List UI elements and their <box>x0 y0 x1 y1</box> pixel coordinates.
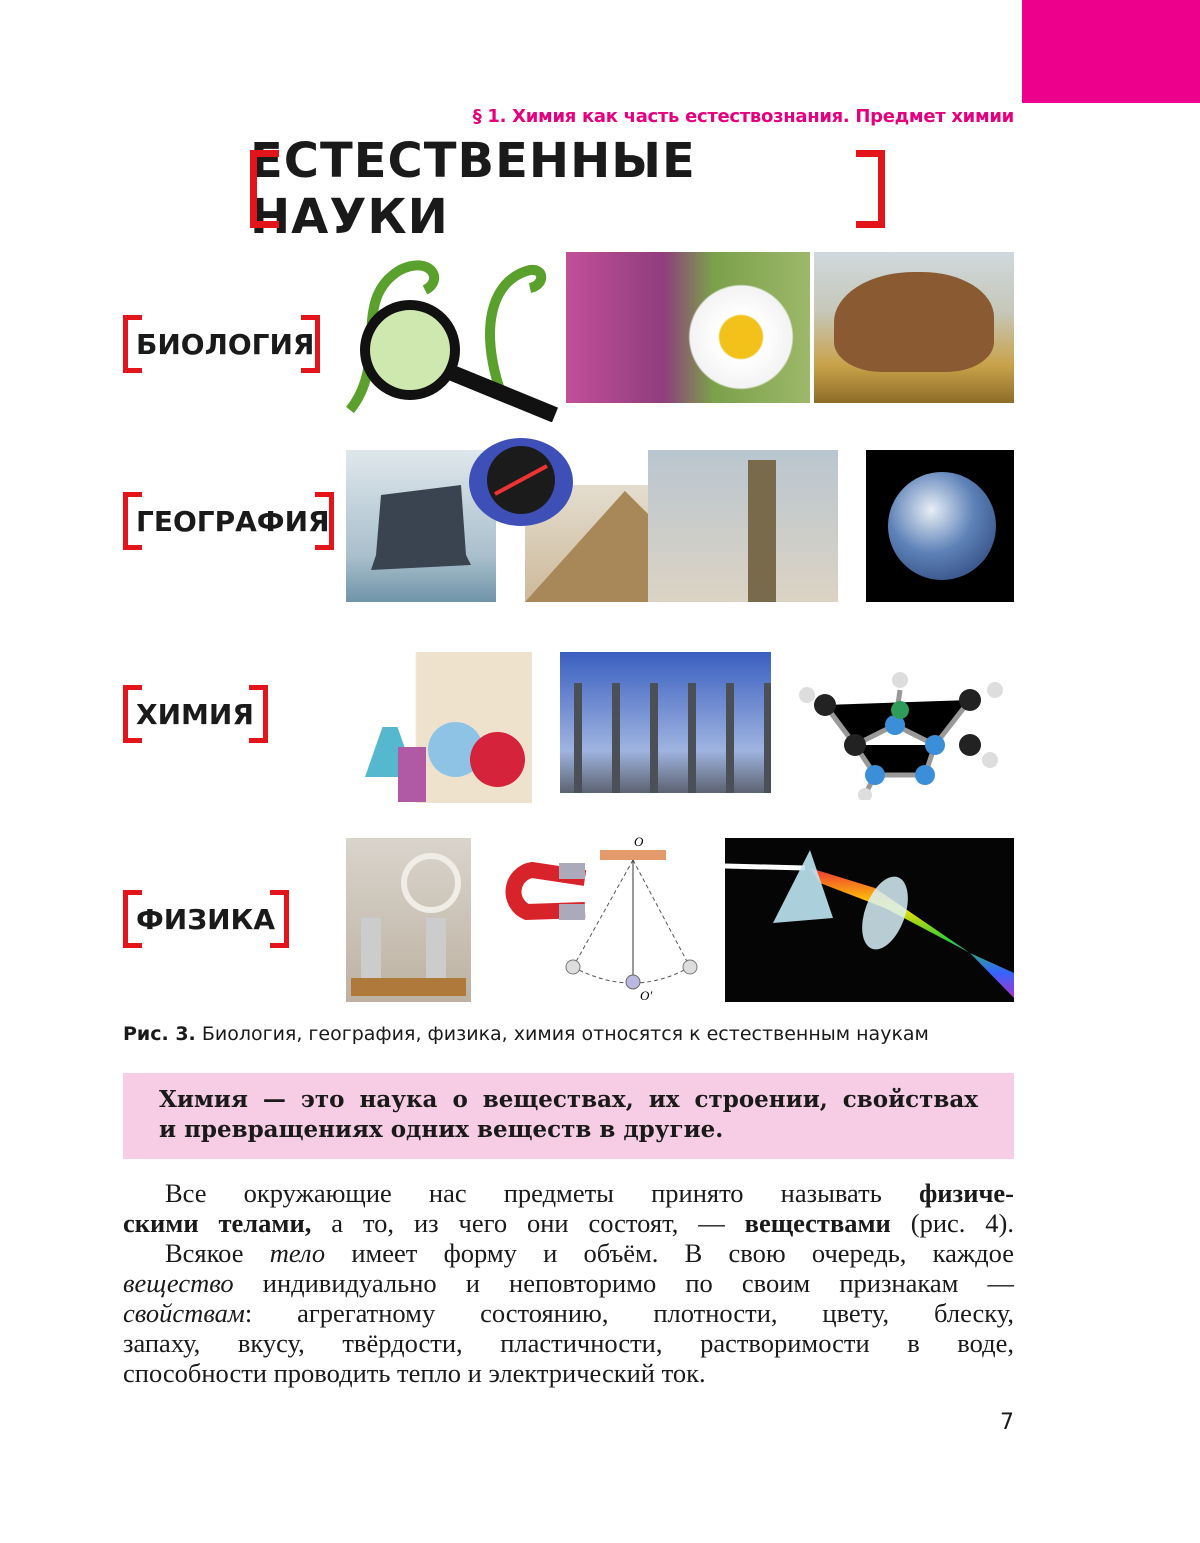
text-run: а то, из чего они состоят, — <box>311 1208 745 1238</box>
bold-term: веществами <box>744 1208 891 1238</box>
label-text: ФИЗИКА <box>136 902 276 936</box>
label-chemistry <box>123 685 268 743</box>
paragraph-line <box>123 1268 1014 1298</box>
electrostatic-machine-image <box>346 838 471 1002</box>
pendulum-top-label: O <box>634 834 644 849</box>
flowers-image <box>566 252 810 403</box>
text-run: способности проводить тепло и электрический ток. <box>123 1358 706 1388</box>
label-geography <box>123 492 334 550</box>
text-run: Все окружающие нас предметы принято называть <box>165 1178 919 1208</box>
corner-tab <box>1022 0 1200 103</box>
paragraph-line <box>123 1298 1014 1328</box>
caption-text: Биология, география, физика, химия относятся к естественным наукам <box>195 1023 929 1045</box>
label-physics <box>123 890 289 948</box>
text-run: индивидуально и неповторимо по своим признакам — <box>233 1268 1014 1298</box>
text-run: : агрегатному состоянию, плотности, цвету, блеску, <box>244 1298 1014 1328</box>
italic-term: вещество <box>123 1268 234 1298</box>
text-run: имеет форму и объём. В свою очередь, каждое <box>325 1238 1014 1268</box>
refinery-image <box>560 652 771 793</box>
title-text: ЕСТЕСТВЕННЫЕ НАУКИ <box>250 133 696 245</box>
label-text: ХИМИЯ <box>136 697 254 731</box>
molecule-model-image <box>795 655 1010 800</box>
fern-magnifier-image <box>330 240 562 422</box>
label-biology <box>123 315 320 373</box>
lab-flasks-image <box>360 652 532 803</box>
page-number: 7 <box>1000 1410 1014 1435</box>
paragraph-line <box>123 1328 1014 1358</box>
bold-term: физиче- <box>918 1178 1014 1208</box>
body-paragraph <box>123 1178 1014 1388</box>
running-head: § 1. Химия как часть естествознания. Предмет химии <box>472 106 1014 127</box>
pendulum-bottom-label: O′ <box>640 988 653 1003</box>
figure-caption <box>123 1023 929 1045</box>
elephant-image <box>814 252 1014 403</box>
big-ben-image <box>648 450 838 602</box>
prism-spectrum-image <box>725 838 1014 1002</box>
paragraph-line <box>123 1208 1014 1238</box>
earth-image <box>866 450 1014 602</box>
page-title <box>250 133 885 245</box>
definition-box <box>123 1073 1014 1159</box>
paragraph-line <box>123 1238 1014 1268</box>
paragraph-line <box>123 1178 1014 1208</box>
bold-term: скими телами, <box>123 1208 312 1238</box>
compass-image <box>465 434 577 534</box>
italic-term: свойствам <box>123 1298 245 1328</box>
paragraph-line <box>123 1358 1014 1388</box>
italic-term: тело <box>269 1238 326 1268</box>
text-run: (рис. 4). <box>890 1208 1015 1238</box>
caption-label: Рис. 3. <box>123 1023 196 1045</box>
text-run: запаху, вкусу, твёрдости, пластичности, растворимости в воде, <box>123 1328 1014 1358</box>
label-text: БИОЛОГИЯ <box>136 327 315 361</box>
pendulum-diagram <box>548 834 718 1004</box>
definition-line: и превращениях одних веществ в другие. <box>159 1116 724 1143</box>
definition-line: Химия — это наука о веществах, их строении, свойствах <box>159 1086 978 1113</box>
label-text: ГЕОГРАФИЯ <box>136 504 330 538</box>
text-run: Всякое <box>165 1238 270 1268</box>
